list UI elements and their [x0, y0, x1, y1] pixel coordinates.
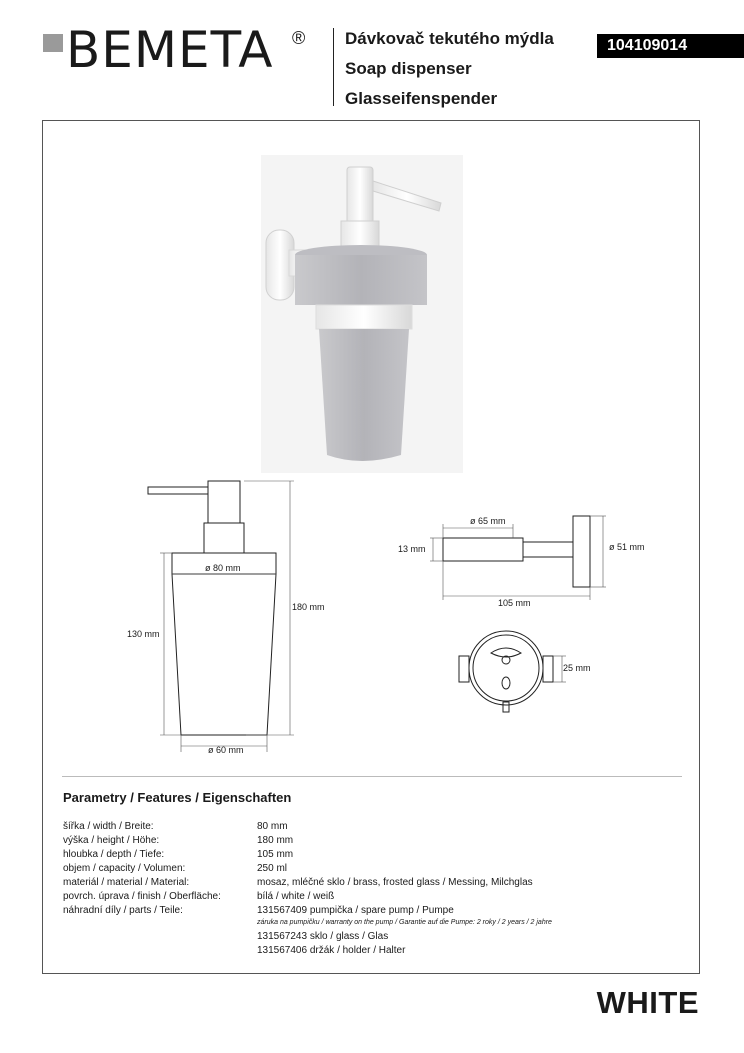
feature-label: výška / height / Höhe: [63, 835, 160, 846]
title-czech: Dávkovač tekutého mýdla [345, 29, 554, 48]
registered-mark: ® [292, 28, 306, 48]
feature-value: mosaz, mléčné sklo / brass, frosted glass / Messing, Milchglas [257, 877, 533, 888]
spare-part-glass: 131567243 sklo / glass / Glas [257, 931, 389, 942]
spare-part-holder: 131567406 držák / holder / Halter [257, 945, 406, 956]
feature-label: hloubka / depth / Tiefe: [63, 849, 165, 860]
dim-side-rod-diameter: ø 65 mm [470, 516, 506, 526]
brand-logo: BEMETA [66, 21, 274, 79]
warranty-note: záruka na pumpičku / warranty on the pump / Garantie auf die Pumpe: 2 roky / 2 years / 2 jahre [257, 919, 552, 926]
feature-value: bílá / white / weiß [257, 891, 335, 902]
feature-label: povrch. úprava / finish / Oberfläche: [63, 891, 221, 902]
feature-value: 131567409 pumpička / spare pump / Pumpe [257, 905, 454, 916]
dim-front-bottom-diameter: ø 60 mm [208, 745, 244, 755]
features-divider [62, 776, 682, 777]
dim-front-glass-height: 130 mm [127, 629, 160, 639]
feature-label: šířka / width / Breite: [63, 821, 154, 832]
feature-label: objem / capacity / Volumen: [63, 863, 186, 874]
dim-side-thickness: 13 mm [398, 544, 426, 554]
feature-value: 105 mm [257, 849, 294, 860]
dim-front-total-height: 180 mm [292, 602, 325, 612]
feature-value: 180 mm [257, 835, 294, 846]
features-title: Parametry / Features / Eigenschaften [63, 790, 292, 805]
feature-label: náhradní díly / parts / Teile: [63, 905, 183, 916]
feature-value: 80 mm [257, 821, 288, 832]
dim-side-plate-diameter: ø 51 mm [609, 542, 645, 552]
dim-front-top-diameter: ø 80 mm [205, 563, 241, 573]
feature-value: 250 ml [257, 863, 288, 874]
finish-label: WHITE [596, 985, 699, 1020]
dim-bottom-offset: 25 mm [563, 663, 591, 673]
title-german: Glasseifenspender [345, 89, 498, 108]
product-code-badge: 104109014 [597, 34, 744, 58]
dim-side-depth: 105 mm [498, 598, 531, 608]
title-english: Soap dispenser [345, 59, 472, 78]
feature-label: materiál / material / Material: [63, 877, 190, 888]
